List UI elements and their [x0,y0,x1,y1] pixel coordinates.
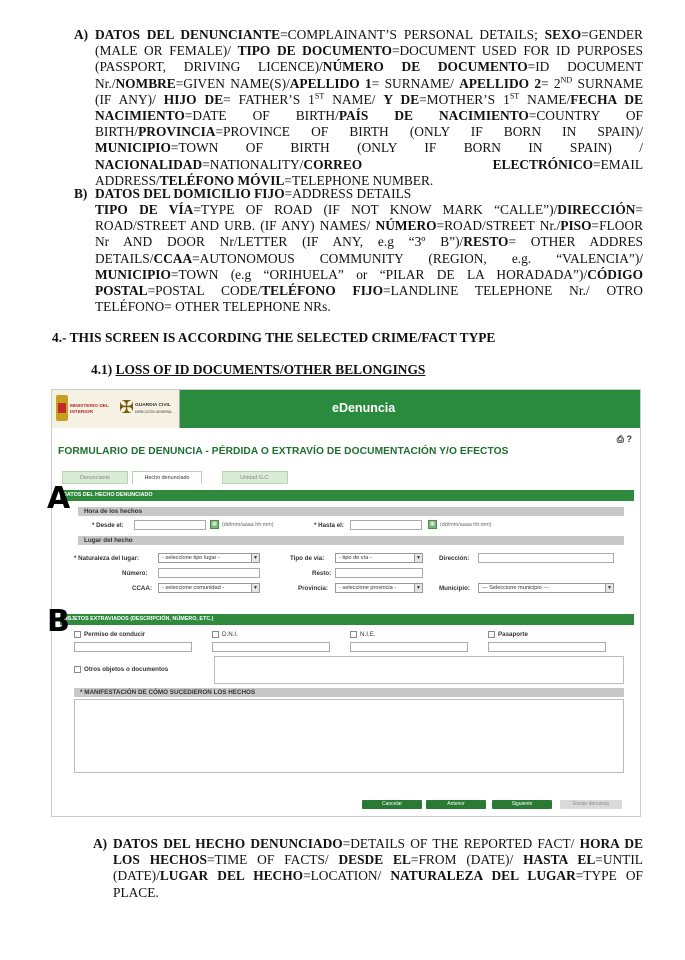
calendar-icon[interactable]: ▦ [210,520,219,529]
hasta-input[interactable] [350,520,422,530]
cancel-button[interactable]: Cancelar [362,800,422,809]
otros-textarea[interactable] [214,656,624,684]
lugar-group-bar: Lugar del hecho [78,536,624,545]
permiso-checkbox[interactable] [74,631,81,638]
nie-checkbox[interactable] [350,631,357,638]
permiso-label: Permiso de conducir [84,631,146,638]
edenuncia-screenshot [51,389,641,817]
permiso-input[interactable] [74,642,192,652]
pasaporte-input[interactable] [488,642,606,652]
hasta-label: * Hasta el: [314,522,344,529]
section-a-label: A) [74,27,89,42]
otros-label: Otros objetos o documentos [84,666,169,673]
tab-unidad-gc[interactable]: Unidad G.C. [222,471,288,484]
ministry-logo-text: MINISTERIO DEL INTERIOR [70,404,109,415]
previous-button[interactable]: Anterior [426,800,486,809]
heading-4-1: 4.1) LOSS OF ID DOCUMENTS/OTHER BELONGINGS [91,362,426,377]
dni-checkbox[interactable] [212,631,219,638]
form-title: FORMULARIO DE DENUNCIA - PÉRDIDA O EXTRAVÍO DE DOCUMENTACIÓN Y/O EFECTOS [58,446,509,457]
app-title: eDenuncia [332,401,396,415]
naturaleza-select[interactable]: - seleccione tipo lugar - ▼ [158,553,260,563]
ccaa-select[interactable]: - seleccione comunidad - ▼ [158,583,260,593]
hora-group-bar: Hora de los hechos [78,507,624,516]
tipo-via-label: Tipo de vía: [290,555,325,562]
dni-input[interactable] [212,642,330,652]
section-objetos-header: OBJETOS EXTRAVIADOS (DESCRIPCIÓN, NÚMERO, ETC.) [60,614,634,625]
nie-input[interactable] [350,642,468,652]
marker-b: B [47,604,70,639]
app-header [52,390,641,428]
section-b-text: TIPO DE VÍA=TYPE OF ROAD (IF NOT KNOW MARK “CALLE”)/DIRECCIÓN= ROAD/STREET AND URB. (IF ANY) NAMES/ NÚMERO=ROAD/STREET Nr./PISO=FLOOR Nr AND DOOR Nr/LETTER (IF ANY, e.g “3º B”)/RESTO= OTHER ADDRES DETAILS/CCAA=AUTONOMOUS COMMUNITY (REGION, e.g. “VALENCIA”)/ MUNICIPIO=TOWN (e.g “ORIHUELA” or “PILAR DE LA HORADADA”)/CÓDIGO POSTAL=POSTAL CODE/TELÉFONO FIJO=LANDLINE TELEPHONE Nr./ OTRO TELÉFONO= OTHER TELEPHONE NRs. [95,202,643,315]
desde-label: * Desde el: [92,522,124,529]
pasaporte-label: Pasaporte [498,631,528,638]
desde-hint: (dd/mm/aaaa hh:mm) [222,522,274,528]
provincia-label: Provincia: [298,585,328,592]
calendar-icon[interactable]: ▦ [428,520,437,529]
nie-label: N.I.E. [360,631,376,638]
tipo-via-select[interactable]: - tipo de vía - ▼ [335,553,423,563]
guardia-civil-logo-text: GUARDIA CIVIL [135,403,171,408]
section-a2-label: A) [93,836,108,851]
dni-label: D.N.I. [222,631,238,638]
municipio-label: Municipio: [439,585,470,592]
next-button[interactable]: Siguiente [492,800,552,809]
send-report-button[interactable]: Enviar denuncia [560,800,622,809]
section-hecho-header: DATOS DEL HECHO DENUNCIADO [60,490,634,501]
guardia-civil-logo-sub: DIRECCIÓN GENERAL [135,410,173,414]
tab-denunciante[interactable]: Denunciante [62,471,128,484]
ministry-crest-icon [56,395,68,421]
logos [52,390,180,428]
resto-input[interactable] [335,568,423,578]
pasaporte-checkbox[interactable] [488,631,495,638]
section-b-title: DATOS DEL DOMICILIO FIJO=ADDRESS DETAILS [95,186,412,201]
manifestacion-textarea[interactable] [74,699,624,773]
ccaa-label: CCAA: [132,585,152,592]
municipio-select[interactable]: --- Seleccione municipio --- ▼ [478,583,614,593]
heading-4: 4.- THIS SCREEN IS ACCORDING THE SELECTED CRIME/FACT TYPE [52,330,496,345]
otros-checkbox[interactable] [74,666,81,673]
marker-a: A [47,481,71,516]
tab-hecho-denunciado[interactable]: Hecho denunciado [132,471,202,484]
resto-label: Resto: [312,570,332,577]
toolbar-icons[interactable]: ⎙ ? [616,434,632,444]
manifestacion-bar: * MANIFESTACIÓN DE CÓMO SUCEDIERON LOS HECHOS [74,688,624,697]
numero-input[interactable] [158,568,260,578]
provincia-select[interactable]: - seleccione provincia - ▼ [335,583,423,593]
section-a2-text: DATOS DEL HECHO DENUNCIADO=DETAILS OF THE REPORTED FACT/ HORA DE LOS HECHOS=TIME OF FACTS/ DESDE EL=FROM (DATE)/ HASTA EL=UNTIL (DATE)/LUGAR DEL HECHO=LOCATION/ NATURALEZA DEL LUGAR=TYPE OF PLACE. [113,836,644,900]
hasta-hint: (dd/mm/aaaa hh:mm) [440,522,492,528]
direccion-label: Dirección: [439,555,470,562]
numero-label: Número: [122,570,148,577]
naturaleza-label: * Naturaleza del lugar: [74,555,139,562]
desde-input[interactable] [134,520,206,530]
direccion-input[interactable] [478,553,614,563]
guardia-civil-crest-icon: ✠ [119,397,135,417]
section-a-text: DATOS DEL DENUNCIANTE=COMPLAINANT’S PERSONAL DETAILS; SEXO=GENDER (MALE OR FEMALE)/ TIPO DE DOCUMENTO=DOCUMENT USED FOR ID PURPOSES (PASSPORT, DRIVING LICENCE)/NÚMERO DE DOCUMENTO=ID DOCUMENT Nr./NOMBRE=GIVEN NAME(S)/APELLIDO 1= SURNAME/ APELLIDO 2= 2ND SURNAME (IF ANY)/ HIJO DE= FATHER’S 1ST NAME/ Y DE=MOTHER’S 1ST NAME/FECHA DE NACIMIENTO=DATE OF BIRTH/PAÍS DE NACIMIENTO=COUNTRY OF BIRTH/PROVINCIA=PROVINCE OF BIRTH (ONLY IF BORN IN SPAIN)/ MUNICIPIO=TOWN OF BIRTH (ONLY IF BORN IN SPAIN) / NACIONALIDAD=NATIONALITY/CORREO ELECTRÓNICO=EMAIL ADDRESS/TELÉFONO MÓVIL=TELEPHONE NUMBER. [95,27,644,188]
section-b-label: B) [74,186,88,201]
